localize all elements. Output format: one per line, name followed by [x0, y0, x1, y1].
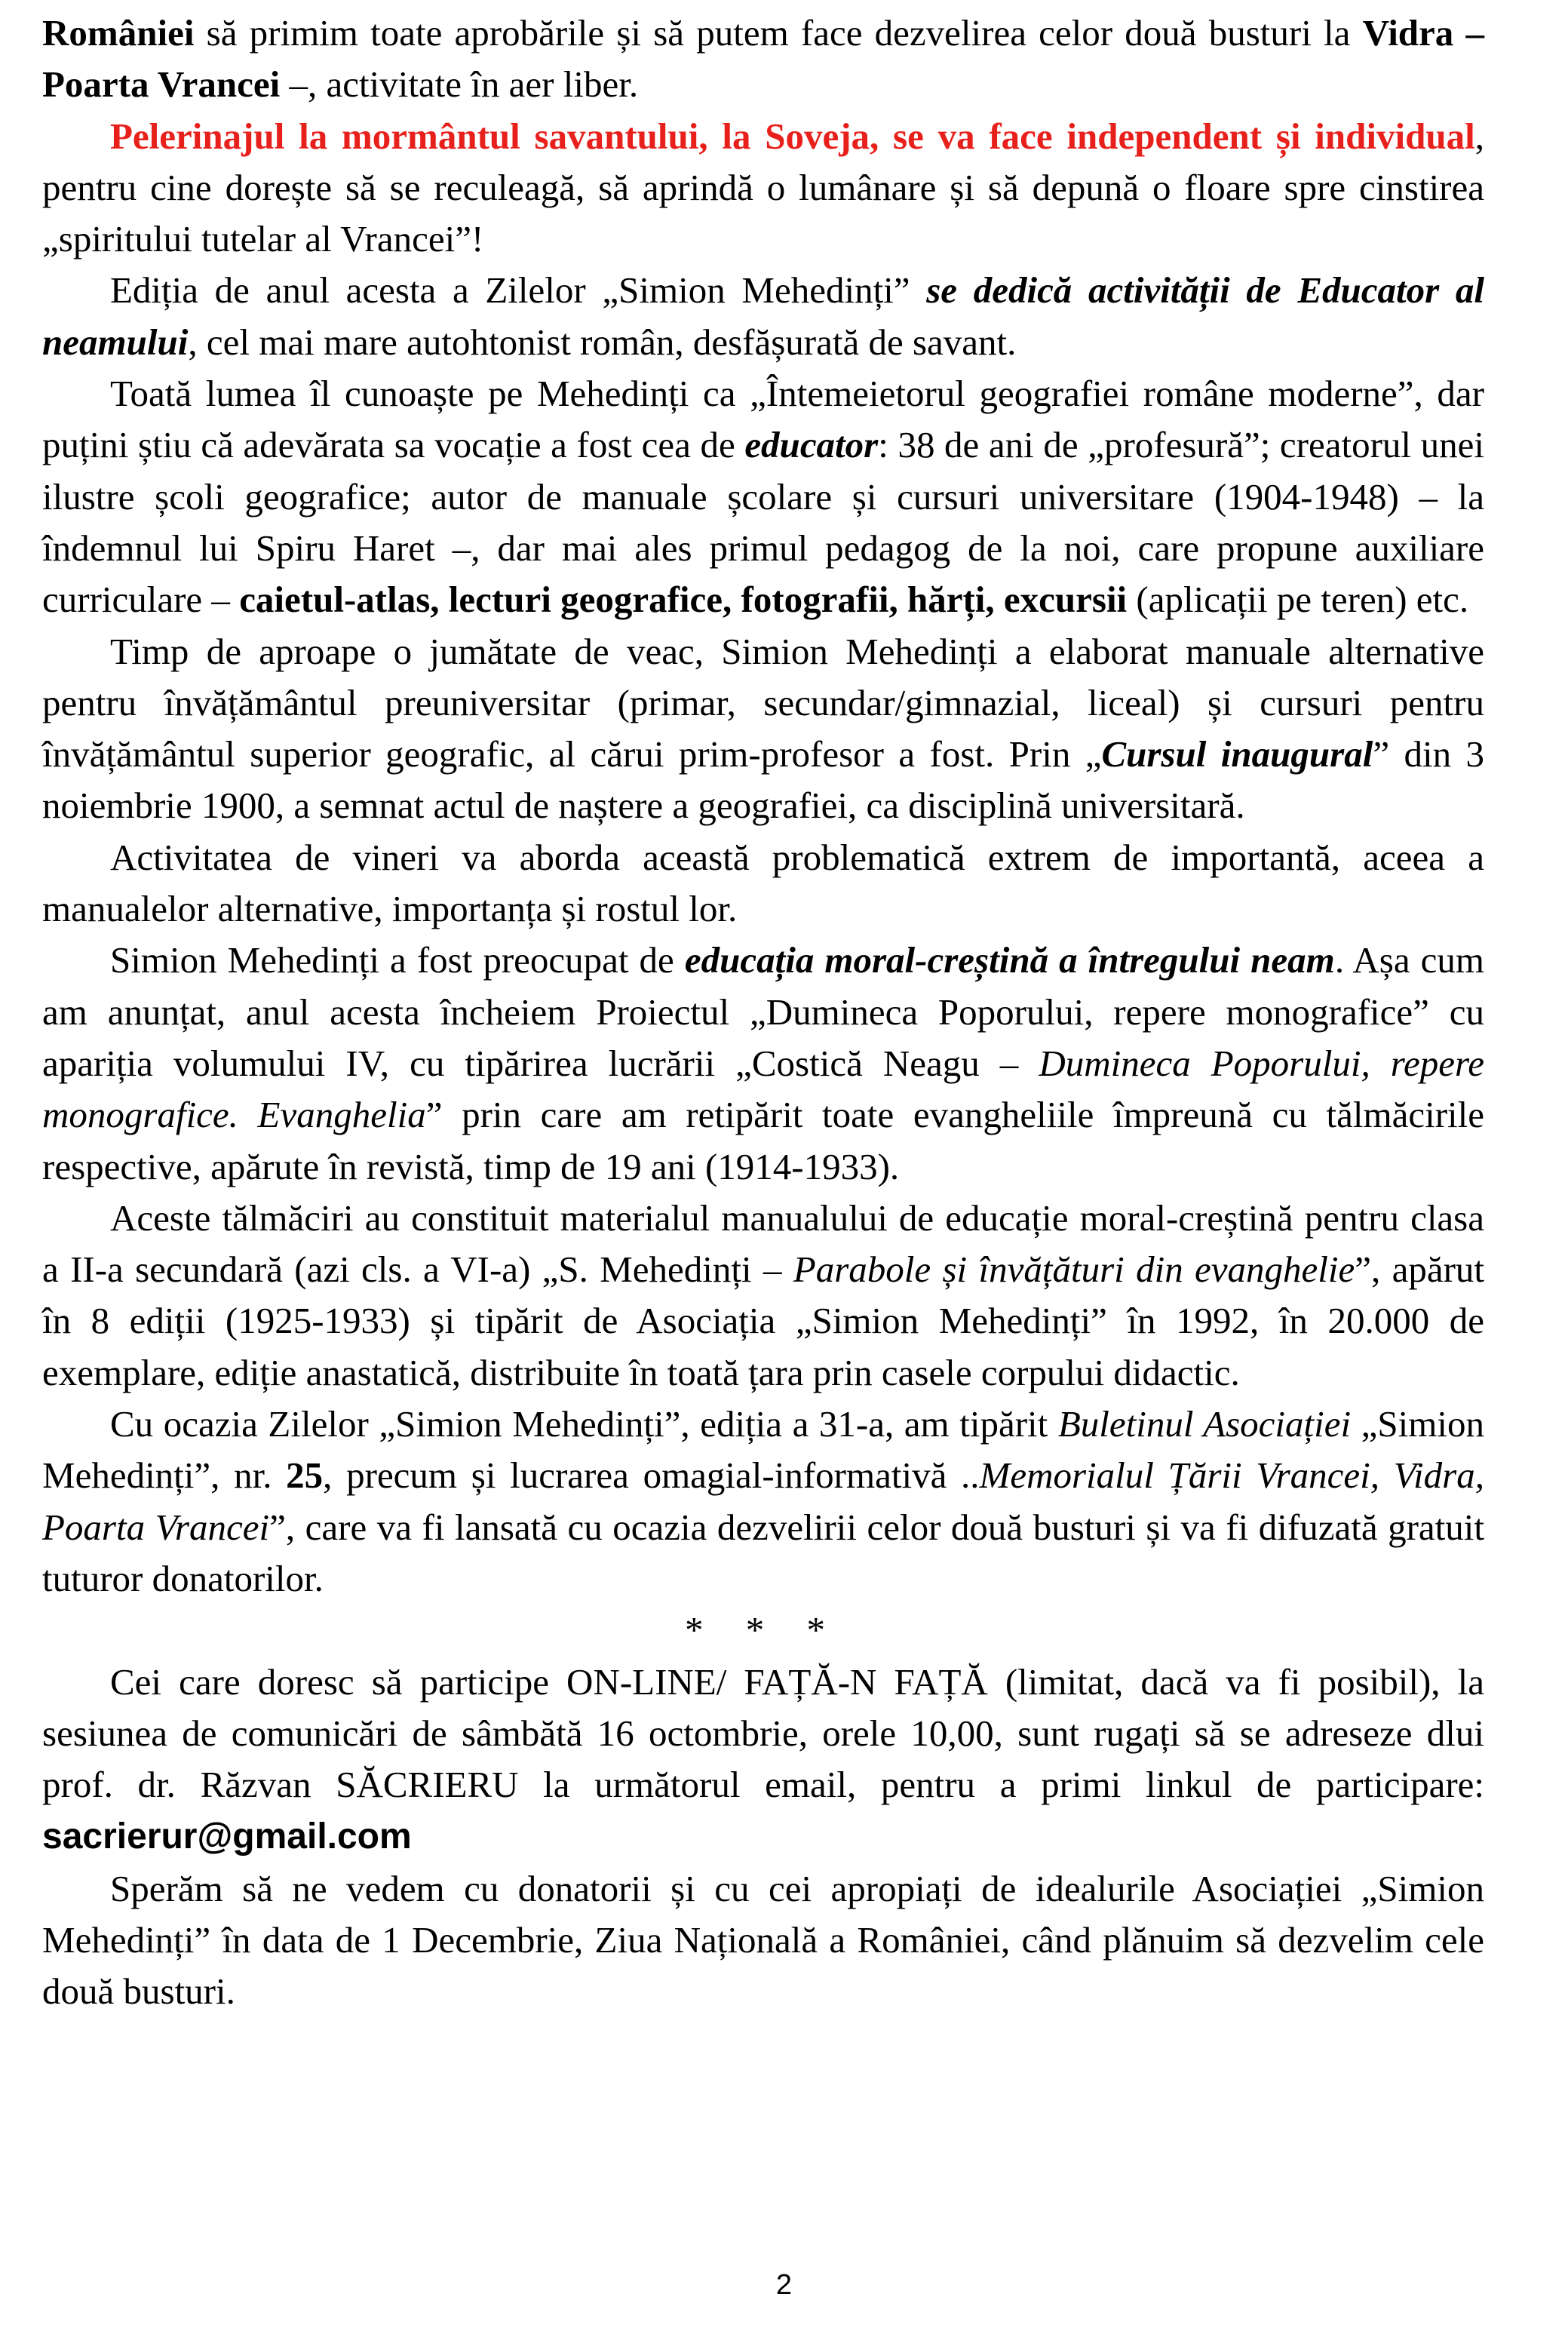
paragraph-translations: [42, 1193, 1484, 1399]
text-run: Ediția de anul acesta a Zilelor „Simion Mehedinți”: [110, 269, 927, 312]
text-run: Simion Mehedinți a fost preocupat de: [110, 939, 685, 981]
paragraph-pilgrimage: [42, 111, 1484, 266]
italic-text: Dumineca Poporului, repere monografice. Evanghelia: [42, 1042, 1484, 1136]
text-run: Cu ocazia Zilelor „Simion Mehedinți”, ediția a 31-a, am tipărit: [110, 1403, 1058, 1445]
text-run: să primim toate aprobările și să putem face dezvelirea celor două busturi la: [194, 12, 1363, 54]
bold-italic-text: educator: [744, 424, 879, 466]
text-run: , precum și lucrarea omagial-informativă ..: [323, 1454, 980, 1497]
text-run: „Simion Mehedinți”, nr.: [42, 1403, 1485, 1497]
text-run: (aplicații pe teren) etc.: [1127, 579, 1469, 621]
bold-text: Vidra – Poarta Vrancei: [42, 12, 1485, 106]
paragraph-educator: [42, 368, 1484, 625]
text-run: ”, care va fi lansată cu ocazia dezvelirii celor două busturi și va fi difuzată gratuit tuturor donatorilor.: [42, 1506, 1484, 1599]
text-run: Sperăm să ne vedem cu donatorii și cu cei apropiați de idealurile Asociației „Simion Mehedinți” în data de 1 Decembrie, Ziua Națională a României, când plănuim să dezvelim cele două busturi.: [42, 1867, 1484, 2013]
paragraph-publications: [42, 1399, 1484, 1605]
text-run: ” prin care am retipărit toate evangheliile împreună cu tălmăcirile respective, apărute în revistă, timp de 19 ani (1914-1933).: [42, 1094, 1484, 1187]
page-number: 2: [775, 2269, 793, 2301]
text-run: Aceste tălmăciri au constituit materialul manualului de educație moral-creștină pentru clasa a II-a secundară (azi cls. a VI-a) „S. Mehedinți –: [42, 1196, 1484, 1291]
italic-text: Parabole și învățături din evanghelie: [793, 1248, 1355, 1291]
text-run: Activitatea de vineri va aborda această problematică extrem de importantă, aceea a manualelor alternative, importanța și rostul lor.: [42, 836, 1484, 930]
text-run: . Așa cum am anunțat, anul acesta încheiem Proiectul „Dumineca Poporului, repere monografice” cu apariția volumului IV, cu tipărirea lucrării „Costică Neagu –: [42, 939, 1484, 1084]
text-run: ”, apărut în 8 ediții (1925-1933) și tipărit de Asociația „Simion Mehedinți” în 1992, în 20.000 de exemplare, ediție anastatică, distribuite în toată țara prin casele corpului didactic.: [42, 1248, 1485, 1393]
italic-text: Memorialul Țării Vrancei, Vidra, Poarta Vrancei: [42, 1454, 1484, 1548]
text-run: , pentru cine dorește să se reculeagă, să aprindă o lumânare și să depună o floare spre cinstirea „spiritului tutelar al Vrancei”!: [42, 115, 1484, 260]
email-address: sacrierur@gmail.com: [42, 1817, 412, 1857]
text-run: ” din 3 noiembrie 1900, a semnat actul de naștere a geografiei, ca disciplină universitară.: [42, 733, 1484, 827]
text-run: : 38 de ani de „profesură”; creatorul unei ilustre școli geografice; autor de manuale școlare și cursuri universitare (1904-1948) – la îndemnul lui Spiru Haret –, dar mai ales primul pedagog de la noi, care propune auxiliare curriculare –: [42, 424, 1484, 621]
paragraph-moral-education: [42, 935, 1484, 1192]
paragraph-manuals: [42, 626, 1484, 832]
text-run: , cel mai mare autohtonist român, desfășurată de savant.: [188, 321, 1017, 363]
text-run: Timp de aproape o jumătate de veac, Simion Mehedinți a elaborat manuale alternative pentru învățământul preuniversitar (primar, secundar/gimnazial, liceal) și cursuri pentru învățământul superior geografic, al cărui prim-profesor a fost. Prin „: [42, 630, 1484, 775]
paragraph-closing: [42, 1863, 1484, 2018]
red-highlight-text: Pelerinajul la mormântul savantului, la Soveja, se va face independent și individual: [110, 115, 1475, 157]
section-separator: * * *: [685, 1609, 842, 1651]
bold-text: 25: [286, 1454, 324, 1497]
document-body: [42, 8, 1484, 2018]
text-run: Toată lumea îl cunoaște pe Mehedinți ca „Întemeietorul geografiei române moderne”, dar puțini știu că adevărata sa vocație a fost cea de: [42, 373, 1484, 466]
bold-text: caietul-atlas, lecturi geografice, fotografii, hărți, excursii: [239, 579, 1128, 621]
text-run: –, activitate în aer liber.: [280, 63, 639, 106]
paragraph-continuation: [42, 8, 1484, 111]
paragraph-friday-activity: [42, 832, 1484, 935]
bold-italic-text: educația moral-creștină a întregului neam: [684, 939, 1335, 981]
text-run: Cei care doresc să participe ON-LINE/ FAȚĂ-N FAȚĂ (limitat, dacă va fi posibil), la sesiunea de comunicări de sâmbătă 16 octombrie, orele 10,00, sunt rugați să se adreseze dlui prof. dr. Răzvan SĂCRIERU la următorul email, pentru a primi linkul de participare:: [42, 1660, 1484, 1806]
paragraph-online-session: [42, 1657, 1484, 1863]
bold-text: României: [42, 12, 195, 54]
italic-text: Buletinul Asociației: [1057, 1403, 1352, 1445]
bold-italic-text: Cursul inaugural: [1101, 733, 1373, 775]
paragraph-edition: [42, 265, 1484, 368]
bold-italic-text: se dedică activității de Educator al neamului: [42, 269, 1484, 363]
